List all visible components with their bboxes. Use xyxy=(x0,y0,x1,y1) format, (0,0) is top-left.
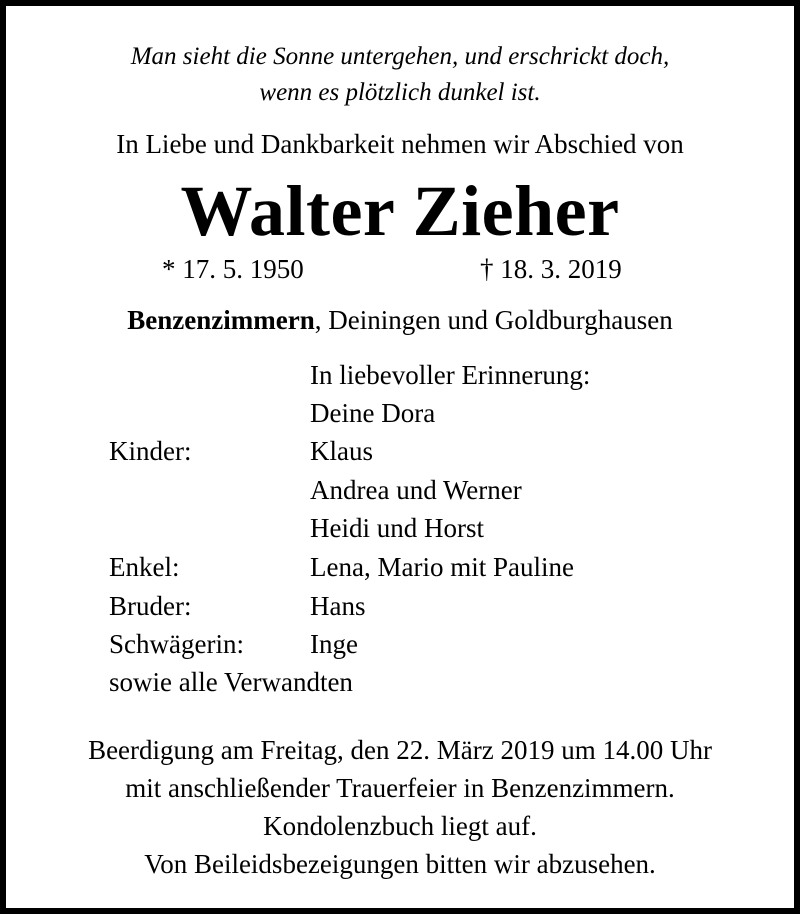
place-primary: Benzenzimmern xyxy=(127,305,315,335)
grandchildren-names: Lena, Mario mit Pauline xyxy=(310,552,574,582)
funeral-line-1: Beerdigung am Freitag, den 22. März 2019 um 14.00 Uhr xyxy=(88,735,712,765)
grandchildren-label: Enkel: xyxy=(109,552,180,582)
intro-text: In Liebe und Dankbarkeit nehmen wir Abschied von xyxy=(116,129,684,159)
children-label: Kinder: xyxy=(109,436,192,466)
child-name: Heidi und Horst xyxy=(310,513,484,543)
birth-date: * 17. 5. 1950 xyxy=(162,254,304,284)
child-name: Klaus xyxy=(310,436,373,466)
funeral-line-2: mit anschließender Trauerfeier in Benzenzimmern. xyxy=(125,773,675,803)
sister-in-law-name: Inge xyxy=(310,629,358,659)
quote-line-1: Man sieht die Sonne untergehen, und erschrickt doch, xyxy=(130,43,670,70)
condolence-book-line: Kondolenzbuch liegt auf. xyxy=(263,811,537,841)
spouse-name: Deine Dora xyxy=(310,398,436,428)
brother-label: Bruder: xyxy=(109,591,192,621)
deceased-name: Walter Zieher xyxy=(180,171,620,251)
death-date: † 18. 3. 2019 xyxy=(480,254,622,284)
place-others: , Deiningen und Goldburghausen xyxy=(314,305,673,335)
child-name: Andrea und Werner xyxy=(310,475,522,505)
quote-line-2: wenn es plötzlich dunkel ist. xyxy=(259,79,541,106)
no-condolences-line: Von Beileidsbezeigungen bitten wir abzusehen. xyxy=(144,849,656,879)
memory-line: In liebevoller Erinnerung: xyxy=(310,360,591,390)
place-line xyxy=(6,304,794,336)
sister-in-law-label: Schwägerin: xyxy=(109,629,244,659)
relatives-line: sowie alle Verwandten xyxy=(109,667,353,697)
brother-name: Hans xyxy=(310,591,366,621)
